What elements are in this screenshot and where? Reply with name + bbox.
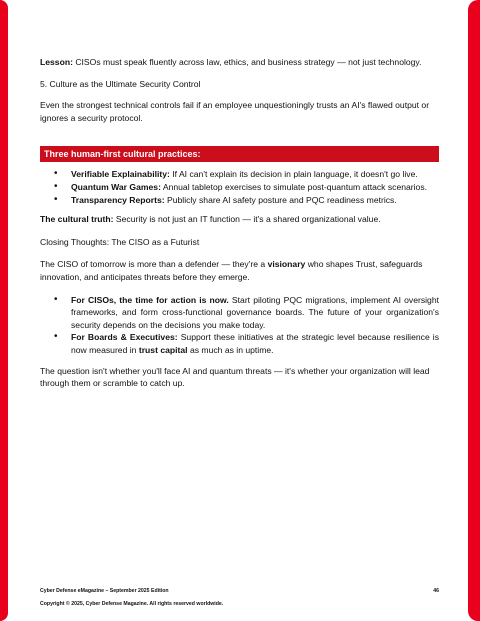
closing-question-paragraph: The question isn't whether you'll face AI and quantum threats — it's whether your organization will lead through them or scramble to catch up. — [40, 365, 430, 389]
ciso-visionary: visionary — [267, 259, 306, 270]
lesson-label: Lesson: — [40, 57, 73, 67]
list-item — [40, 331, 439, 356]
list-item — [40, 194, 439, 207]
practices-banner: Three human-first cultural practices: — [40, 146, 439, 162]
right-edge-accent — [468, 0, 480, 621]
cta-label: For CISOs, the time for action is now. — [71, 294, 229, 305]
cta-label: For Boards & Executives: — [71, 332, 178, 343]
practice-label: Transparency Reports: — [71, 194, 165, 205]
lesson-paragraph — [40, 56, 439, 69]
footer-edition-line — [40, 588, 439, 594]
practice-text: Annual tabletop exercises to simulate post-quantum attack scenarios. — [160, 181, 428, 192]
truth-text: Security is not just an IT function — it's a shared organizational value. — [113, 214, 381, 225]
call-to-action-list — [40, 294, 439, 357]
page-number: 46 — [433, 588, 439, 594]
ciso-text-before: The CISO of tomorrow is more than a defender — they're a — [40, 259, 268, 270]
list-item — [40, 181, 439, 194]
article-body — [40, 56, 439, 390]
cta-bold-inline: trust capital — [138, 344, 188, 355]
lesson-text: CISOs must speak fluently across law, ethics, and business strategy — not just technology. — [72, 57, 422, 67]
practice-label: Quantum War Games: — [71, 181, 161, 192]
cta-text: Start piloting PQC migrations, implement AI oversight frameworks, and form cross-functional governance boards. The future of your organization's security depends on the decisions you make today. — [71, 294, 439, 330]
practice-label: Verifiable Explainability: — [71, 169, 170, 180]
section-heading: 5. Culture as the Ultimate Security Control — [40, 78, 201, 89]
list-item — [40, 168, 439, 181]
cultural-truth-paragraph — [40, 213, 439, 226]
closing-heading: Closing Thoughts: The CISO as a Futurist — [40, 236, 200, 247]
practice-text: If AI can't explain its decision in plain language, it doesn't go live. — [169, 169, 418, 180]
intro-paragraph: Even the strongest technical controls fail if an employee unquestioningly trusts an AI's flawed output or ignores a security protocol. — [40, 100, 430, 123]
truth-label: The cultural truth: — [40, 214, 114, 225]
footer-edition: Cyber Defense eMagazine – September 2025 Edition — [40, 588, 169, 594]
ciso-text-after: who shapes Trust, safeguards innovation, and anticipates threats before they emerge. — [40, 259, 423, 282]
practices-list — [40, 168, 439, 206]
left-edge-accent — [0, 0, 8, 621]
cta-text: Support these initiatives at the strategic level because resilience is now measured in — [71, 332, 439, 355]
footer-copyright: Copyright © 2025, Cyber Defense Magazine. All rights reserved worldwide. — [40, 601, 224, 607]
list-item — [40, 294, 439, 332]
ciso-tomorrow-paragraph — [40, 258, 439, 283]
cta-text-after: as much as in uptime. — [187, 344, 274, 355]
practice-text: Publicly share AI safety posture and PQC readiness metrics. — [164, 194, 397, 205]
